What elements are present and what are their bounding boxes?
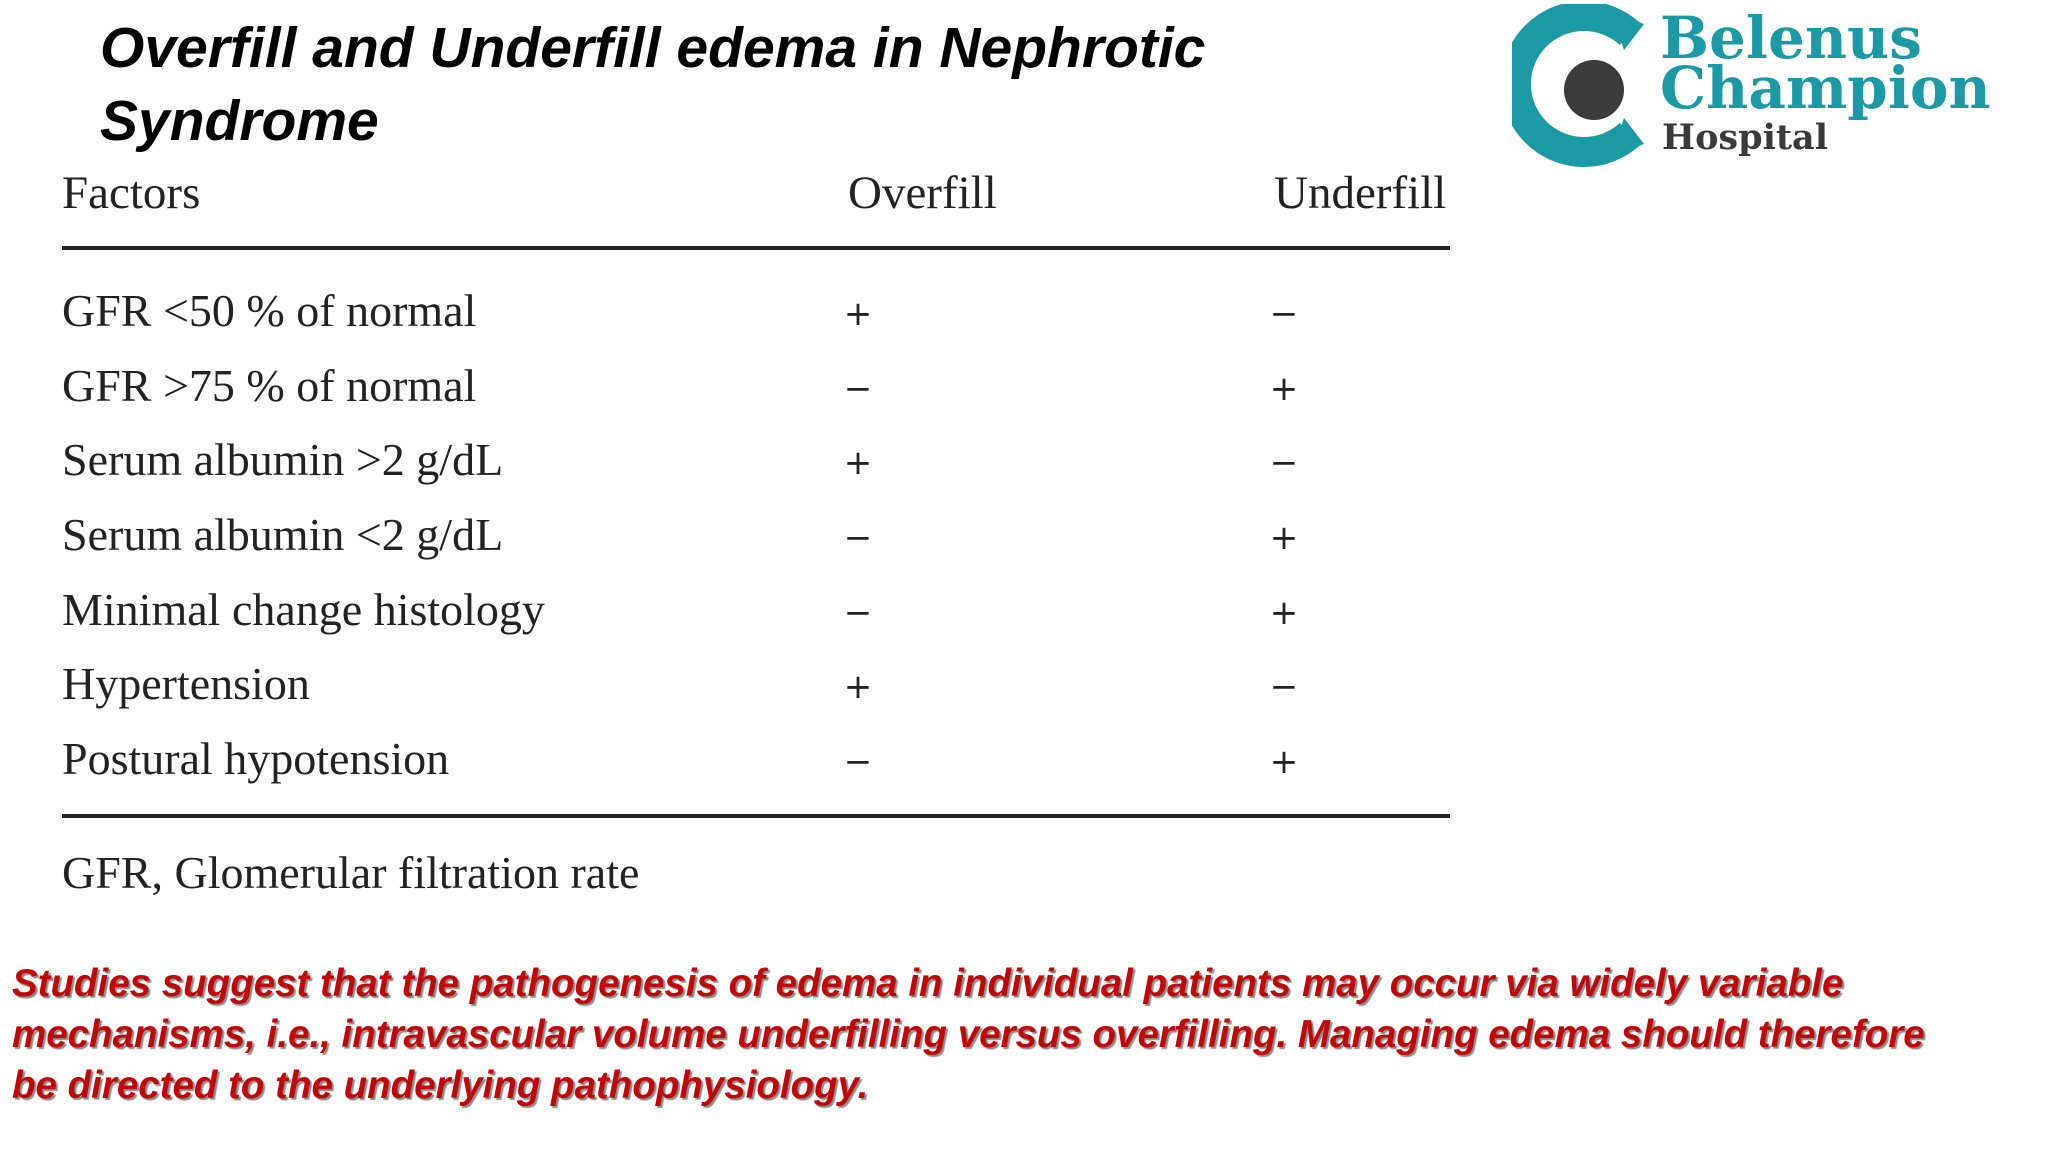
row-underfill: − <box>1269 443 1299 484</box>
header-factors: Factors <box>62 167 201 219</box>
table-row <box>62 355 1450 430</box>
table-body <box>62 280 1450 803</box>
row-overfill: + <box>843 294 873 334</box>
row-underfill: + <box>1269 592 1299 633</box>
row-overfill: − <box>843 518 873 559</box>
row-overfill: + <box>843 443 873 484</box>
table-row <box>62 504 1450 579</box>
table-row <box>62 280 1450 355</box>
table-row <box>62 653 1450 728</box>
logo-mark-icon <box>1512 4 1652 172</box>
logo-text-belenus: Belenus <box>1660 4 1922 72</box>
table-row <box>62 728 1450 803</box>
row-factor: GFR <50 % of normal <box>62 285 477 336</box>
table-row <box>62 579 1450 654</box>
row-factor: GFR >75 % of normal <box>62 359 477 411</box>
row-factor: Serum albumin <2 g/dL <box>62 509 504 561</box>
row-underfill: + <box>1269 742 1299 783</box>
row-factor: Serum albumin >2 g/dL <box>62 434 504 486</box>
table-row <box>62 429 1450 504</box>
header-underfill: Underfill <box>1274 167 1447 219</box>
table-bottom-rule <box>62 814 1450 818</box>
logo-text-hospital: Hospital <box>1662 117 1829 158</box>
row-overfill: − <box>843 368 873 409</box>
row-underfill: + <box>1269 368 1299 409</box>
row-factor: Hypertension <box>62 658 310 710</box>
row-underfill: − <box>1269 294 1299 334</box>
table-top-rule <box>62 246 1450 250</box>
row-factor: Minimal change histology <box>62 583 545 635</box>
logo-text-champion: Champion <box>1660 54 1991 122</box>
row-underfill: − <box>1269 667 1299 708</box>
summary-note: Studies suggest that the pathogenesis of edema in individual patients may occur via widely variable mechanisms, i.e., intravascular volume underfilling versus overfilling. Managing edema should therefore be directed to the underlying pathophysiology. <box>12 962 1925 1107</box>
header-overfill: Overfill <box>848 167 997 219</box>
row-overfill: + <box>843 667 873 708</box>
row-underfill: + <box>1269 518 1299 559</box>
row-overfill: − <box>843 742 873 783</box>
factors-table <box>62 158 1450 898</box>
table-header <box>62 158 1450 244</box>
table-footnote: GFR, Glomerular filtration rate <box>62 847 640 898</box>
row-factor: Postural hypotension <box>62 733 450 785</box>
row-overfill: − <box>843 592 873 633</box>
hospital-logo <box>1512 4 1991 172</box>
slide-title: Overfill and Underfill edema in Nephrotic Syndrome <box>100 16 1206 153</box>
